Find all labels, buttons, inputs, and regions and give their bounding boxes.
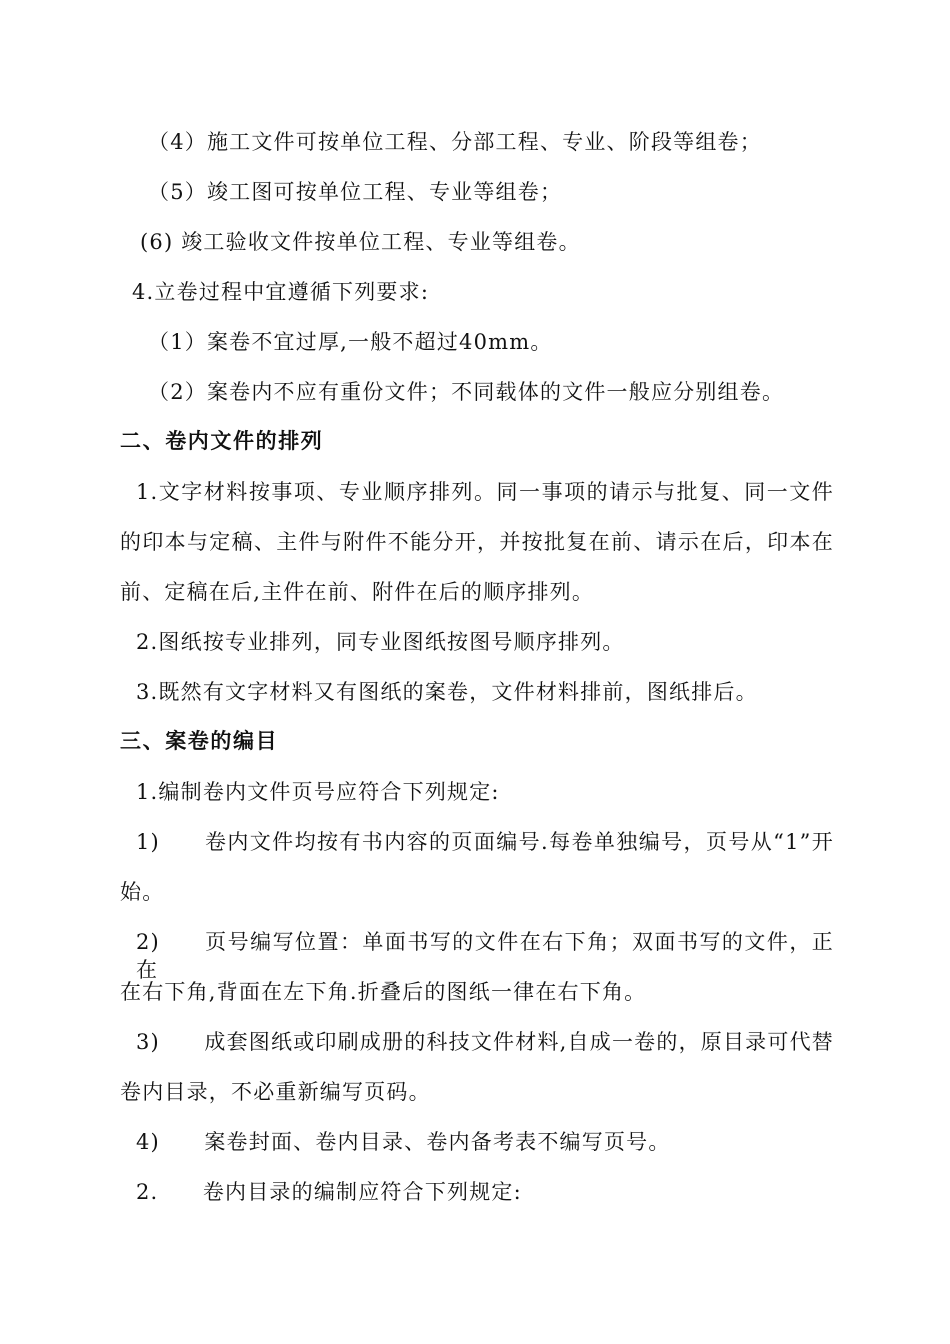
text-line-2: （5）竣工图可按单位工程、专业等组卷； bbox=[148, 180, 563, 204]
section-heading-2: 二、卷内文件的排列 bbox=[120, 429, 324, 453]
text-line-15: 1) 卷内文件均按有书内容的页面编号.每卷单独编号，页号从“1”开 bbox=[136, 830, 834, 854]
text-line-18: 在右下角,背面在左下角.折叠后的图纸一律在右下角。 bbox=[120, 980, 647, 1004]
text-line-1: （4）施工文件可按单位工程、分部工程、专业、阶段等组卷； bbox=[148, 130, 762, 154]
text-line-4: 4.立卷过程中宜遵循下列要求: bbox=[132, 280, 430, 304]
text-line-3: (6) 竣工验收文件按单位工程、专业等组卷。 bbox=[140, 230, 581, 254]
text-line-10: 前、定稿在后,主件在前、附件在后的顺序排列。 bbox=[120, 580, 595, 604]
text-line-14: 1.编制卷内文件页号应符合下列规定: bbox=[136, 780, 500, 804]
section-heading-3: 三、案卷的编目 bbox=[120, 729, 279, 753]
text-line-5: （1）案卷不宜过厚,一般不超过40mm。 bbox=[148, 330, 553, 354]
text-line-11: 2.图纸按专业排列，同专业图纸按图号顺序排列。 bbox=[136, 630, 625, 654]
text-line-12: 3.既然有文字材料又有图纸的案卷，文件材料排前，图纸排后。 bbox=[136, 680, 758, 704]
text-line-6: （2）案卷内不应有重份文件；不同载体的文件一般应分别组卷。 bbox=[148, 380, 785, 404]
text-line-20: 卷内目录，不必重新编写页码。 bbox=[120, 1080, 431, 1104]
text-line-21: 4) 案卷封面、卷内目录、卷内备考表不编写页号。 bbox=[136, 1130, 671, 1154]
text-line-8: 1.文字材料按事项、专业顺序排列。同一事项的请示与批复、同一文件 bbox=[136, 480, 834, 504]
text-line-22: 2. 卷内目录的编制应符合下列规定: bbox=[136, 1180, 522, 1204]
text-line-17: 2) 页号编写位置：单面书写的文件在右下角；双面书写的文件，正在 bbox=[136, 930, 834, 982]
text-line-19: 3) 成套图纸或印刷成册的科技文件材料,自成一卷的，原目录可代替 bbox=[136, 1030, 834, 1054]
text-line-16: 始。 bbox=[120, 880, 165, 904]
text-line-9: 的印本与定稿、主件与附件不能分开，并按批复在前、请示在后，印本在 bbox=[120, 530, 834, 554]
